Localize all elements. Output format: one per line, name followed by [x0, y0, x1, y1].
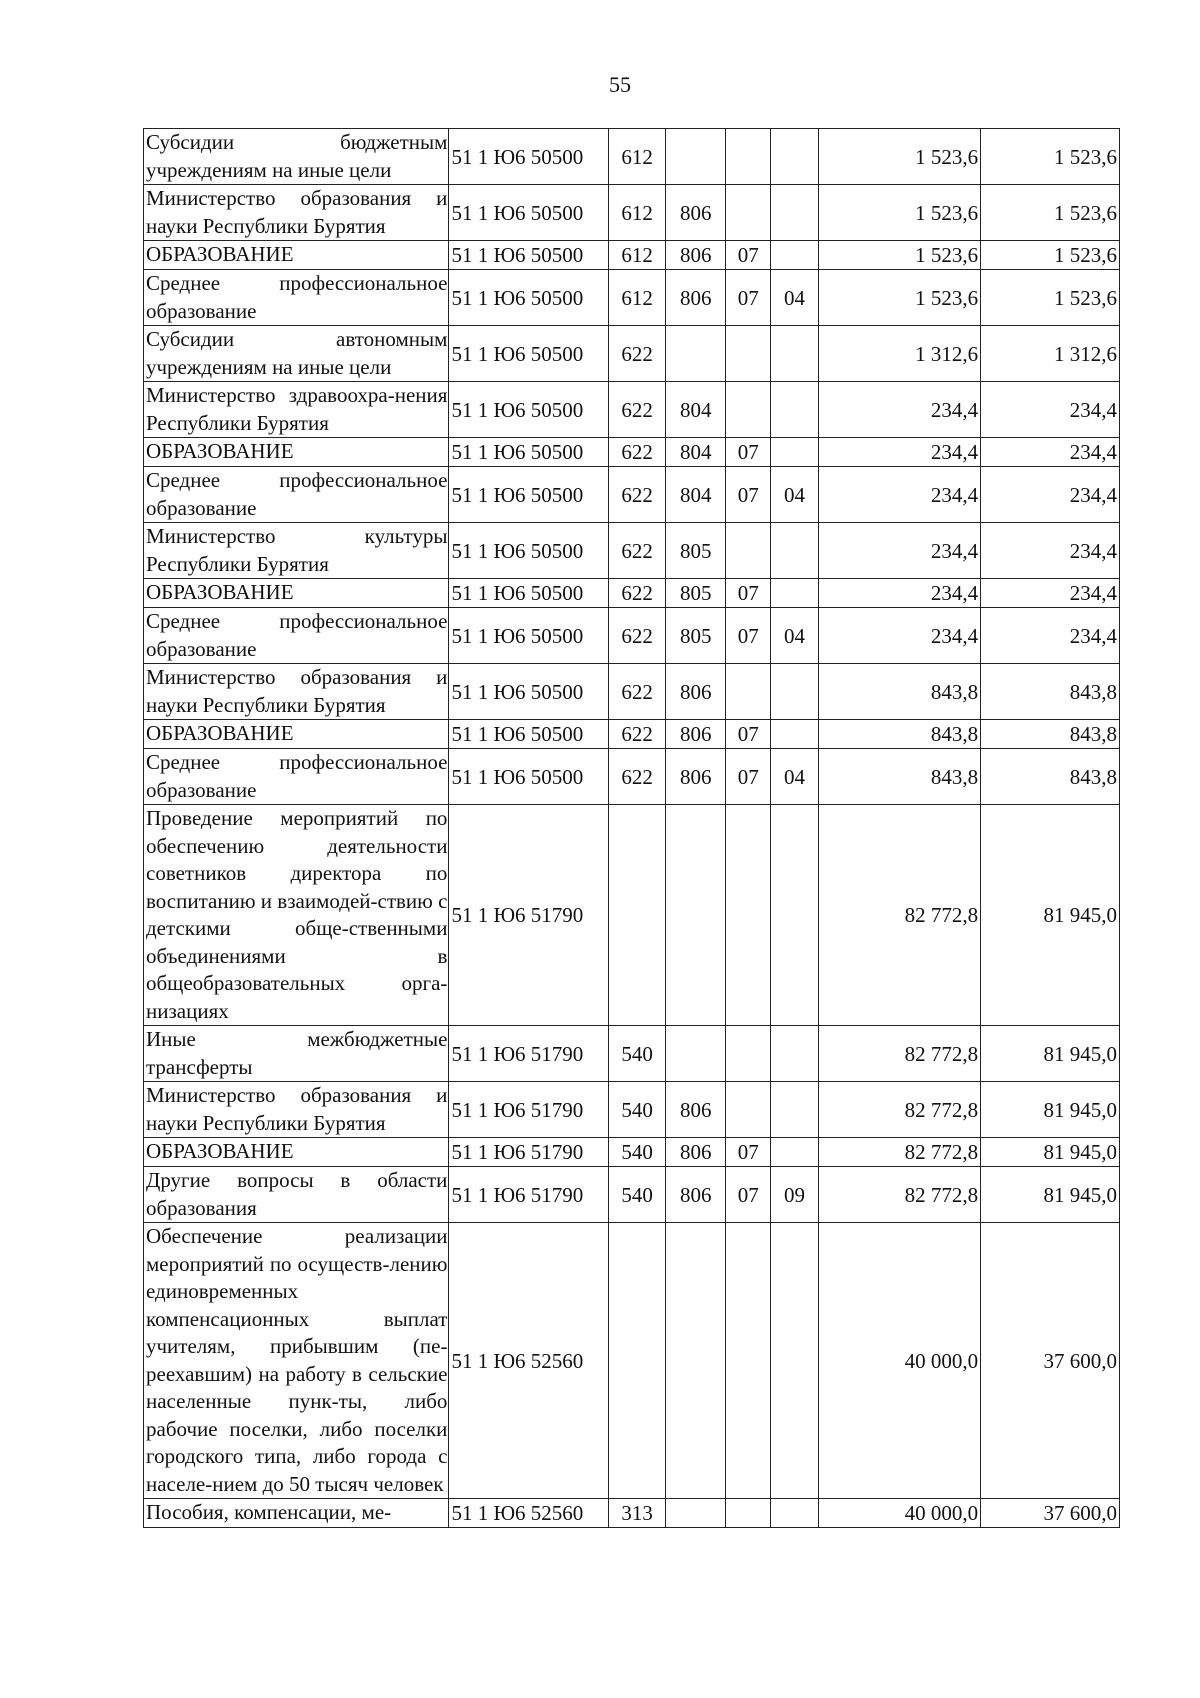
amount-first-year: 1 523,6 [818, 270, 980, 326]
row-name: Другие вопросы в области образования [144, 1167, 449, 1223]
table-row [144, 805, 1120, 1026]
amount-second-year: 1 523,6 [981, 270, 1120, 326]
target-article-code: 51 1 Ю6 50500 [449, 720, 608, 749]
row-name: Среднее профессиональное образование [144, 467, 449, 523]
target-article-code: 51 1 Ю6 50500 [449, 382, 608, 438]
amount-first-year: 843,8 [818, 749, 980, 805]
target-article-code: 51 1 Ю6 52560 [449, 1223, 608, 1499]
row-name: Министерство здравоохра-нения Республики Бурятия [144, 382, 449, 438]
subsection-code [771, 1223, 818, 1499]
section-code: 07 [726, 1167, 771, 1223]
section-code [726, 1082, 771, 1138]
amount-first-year: 82 772,8 [818, 805, 980, 1026]
ministry-code [666, 1223, 726, 1499]
expense-type-code: 540 [608, 1082, 666, 1138]
section-code [726, 1026, 771, 1082]
table-row [144, 579, 1120, 608]
expense-type-code: 612 [608, 270, 666, 326]
row-name: Среднее профессиональное образование [144, 749, 449, 805]
target-article-code: 51 1 Ю6 50500 [449, 579, 608, 608]
row-name: Министерство образования и науки Республики Бурятия [144, 185, 449, 241]
subsection-code [771, 382, 818, 438]
row-name: Среднее профессиональное образование [144, 608, 449, 664]
subsection-code [771, 241, 818, 270]
expense-type-code: 313 [608, 1499, 666, 1528]
ministry-code: 806 [666, 720, 726, 749]
ministry-code [666, 1499, 726, 1528]
budget-table [143, 128, 1120, 1528]
section-code [726, 326, 771, 382]
ministry-code: 804 [666, 438, 726, 467]
expense-type-code: 612 [608, 129, 666, 185]
expense-type-code: 540 [608, 1026, 666, 1082]
amount-second-year: 234,4 [981, 382, 1120, 438]
subsection-code [771, 579, 818, 608]
ministry-code: 806 [666, 1082, 726, 1138]
table-row [144, 382, 1120, 438]
expense-type-code: 622 [608, 664, 666, 720]
subsection-code: 04 [771, 749, 818, 805]
amount-first-year: 82 772,8 [818, 1138, 980, 1167]
ministry-code [666, 1026, 726, 1082]
amount-first-year: 234,4 [818, 523, 980, 579]
expense-type-code: 540 [608, 1138, 666, 1167]
table-row [144, 608, 1120, 664]
section-code: 07 [726, 241, 771, 270]
ministry-code: 806 [666, 1167, 726, 1223]
target-article-code: 51 1 Ю6 50500 [449, 326, 608, 382]
expense-type-code: 622 [608, 608, 666, 664]
target-article-code: 51 1 Ю6 50500 [449, 608, 608, 664]
expense-type-code: 622 [608, 749, 666, 805]
amount-second-year: 81 945,0 [981, 805, 1120, 1026]
expense-type-code: 622 [608, 438, 666, 467]
row-name: Субсидии автономным учреждениям на иные цели [144, 326, 449, 382]
ministry-code: 806 [666, 241, 726, 270]
target-article-code: 51 1 Ю6 50500 [449, 129, 608, 185]
ministry-code [666, 326, 726, 382]
amount-first-year: 234,4 [818, 438, 980, 467]
subsection-code: 04 [771, 608, 818, 664]
subsection-code [771, 720, 818, 749]
section-code [726, 664, 771, 720]
subsection-code: 04 [771, 270, 818, 326]
amount-second-year: 843,8 [981, 749, 1120, 805]
amount-second-year: 37 600,0 [981, 1223, 1120, 1499]
target-article-code: 51 1 Ю6 50500 [449, 185, 608, 241]
subsection-code [771, 1499, 818, 1528]
target-article-code: 51 1 Ю6 51790 [449, 1167, 608, 1223]
table-row [144, 749, 1120, 805]
row-name: Министерство образования и науки Республики Бурятия [144, 664, 449, 720]
table-row [144, 129, 1120, 185]
amount-first-year: 40 000,0 [818, 1223, 980, 1499]
subsection-code [771, 185, 818, 241]
ministry-code: 805 [666, 523, 726, 579]
ministry-code: 806 [666, 185, 726, 241]
ministry-code: 805 [666, 608, 726, 664]
target-article-code: 51 1 Ю6 50500 [449, 467, 608, 523]
amount-second-year: 81 945,0 [981, 1026, 1120, 1082]
amount-first-year: 1 312,6 [818, 326, 980, 382]
ministry-code: 804 [666, 382, 726, 438]
expense-type-code [608, 805, 666, 1026]
section-code [726, 1223, 771, 1499]
section-code: 07 [726, 608, 771, 664]
amount-second-year: 37 600,0 [981, 1499, 1120, 1528]
subsection-code: 04 [771, 467, 818, 523]
table-row [144, 185, 1120, 241]
amount-first-year: 82 772,8 [818, 1082, 980, 1138]
table-row [144, 1167, 1120, 1223]
section-code [726, 382, 771, 438]
row-name: Проведение мероприятий по обеспечению деятельности советников директора по воспитанию и взаимодей-ствию с детскими обще-ственными объединениями в общеобразовательных орга-низациях [144, 805, 449, 1026]
expense-type-code: 622 [608, 720, 666, 749]
table-row [144, 1082, 1120, 1138]
ministry-code [666, 805, 726, 1026]
expense-type-code: 540 [608, 1167, 666, 1223]
table-row [144, 1026, 1120, 1082]
amount-first-year: 234,4 [818, 579, 980, 608]
table-row [144, 467, 1120, 523]
table-row [144, 438, 1120, 467]
ministry-code [666, 129, 726, 185]
section-code [726, 805, 771, 1026]
subsection-code [771, 1082, 818, 1138]
section-code: 07 [726, 1138, 771, 1167]
row-name: Министерство образования и науки Республики Бурятия [144, 1082, 449, 1138]
target-article-code: 51 1 Ю6 50500 [449, 664, 608, 720]
amount-first-year: 82 772,8 [818, 1167, 980, 1223]
amount-second-year: 234,4 [981, 467, 1120, 523]
section-code: 07 [726, 720, 771, 749]
subsection-code: 09 [771, 1167, 818, 1223]
subsection-code [771, 326, 818, 382]
section-code: 07 [726, 438, 771, 467]
target-article-code: 51 1 Ю6 50500 [449, 749, 608, 805]
row-name: Иные межбюджетные трансферты [144, 1026, 449, 1082]
amount-first-year: 1 523,6 [818, 241, 980, 270]
table-row [144, 270, 1120, 326]
amount-second-year: 81 945,0 [981, 1167, 1120, 1223]
expense-type-code: 622 [608, 382, 666, 438]
amount-second-year: 843,8 [981, 664, 1120, 720]
expense-type-code: 622 [608, 523, 666, 579]
expense-type-code: 622 [608, 579, 666, 608]
section-code [726, 1499, 771, 1528]
amount-first-year: 234,4 [818, 382, 980, 438]
row-name: Министерство культуры Республики Бурятия [144, 523, 449, 579]
section-code: 07 [726, 749, 771, 805]
table-row [144, 1223, 1120, 1499]
expense-type-code: 622 [608, 326, 666, 382]
section-code [726, 185, 771, 241]
ministry-code: 804 [666, 467, 726, 523]
target-article-code: 51 1 Ю6 50500 [449, 438, 608, 467]
table-row [144, 523, 1120, 579]
expense-type-code: 612 [608, 185, 666, 241]
amount-second-year: 1 523,6 [981, 185, 1120, 241]
amount-first-year: 40 000,0 [818, 1499, 980, 1528]
target-article-code: 51 1 Ю6 51790 [449, 1138, 608, 1167]
target-article-code: 51 1 Ю6 50500 [449, 270, 608, 326]
target-article-code: 51 1 Ю6 52560 [449, 1499, 608, 1528]
table-row [144, 241, 1120, 270]
subsection-code [771, 664, 818, 720]
subsection-code [771, 1138, 818, 1167]
amount-first-year: 234,4 [818, 608, 980, 664]
amount-second-year: 234,4 [981, 438, 1120, 467]
target-article-code: 51 1 Ю6 50500 [449, 523, 608, 579]
amount-second-year: 234,4 [981, 523, 1120, 579]
amount-second-year: 1 312,6 [981, 326, 1120, 382]
amount-second-year: 234,4 [981, 608, 1120, 664]
amount-first-year: 1 523,6 [818, 185, 980, 241]
table-row [144, 1499, 1120, 1528]
page-number: 55 [609, 72, 631, 97]
subsection-code [771, 129, 818, 185]
amount-first-year: 1 523,6 [818, 129, 980, 185]
row-name: Пособия, компенсации, ме- [144, 1499, 449, 1528]
target-article-code: 51 1 Ю6 51790 [449, 1026, 608, 1082]
amount-first-year: 234,4 [818, 467, 980, 523]
expense-type-code [608, 1223, 666, 1499]
amount-second-year: 1 523,6 [981, 129, 1120, 185]
row-name: ОБРАЗОВАНИЕ [144, 1138, 449, 1167]
target-article-code: 51 1 Ю6 51790 [449, 805, 608, 1026]
section-code: 07 [726, 579, 771, 608]
expense-type-code: 612 [608, 241, 666, 270]
row-name: ОБРАЗОВАНИЕ [144, 720, 449, 749]
section-code [726, 523, 771, 579]
table-row [144, 720, 1120, 749]
amount-second-year: 1 523,6 [981, 241, 1120, 270]
row-name: ОБРАЗОВАНИЕ [144, 241, 449, 270]
budget-table-body [144, 129, 1120, 1528]
table-row [144, 664, 1120, 720]
ministry-code: 806 [666, 749, 726, 805]
subsection-code [771, 523, 818, 579]
section-code: 07 [726, 467, 771, 523]
row-name: Субсидии бюджетным учреждениям на иные цели [144, 129, 449, 185]
ministry-code: 805 [666, 579, 726, 608]
table-row [144, 1138, 1120, 1167]
table-row [144, 326, 1120, 382]
expense-type-code: 622 [608, 467, 666, 523]
amount-second-year: 234,4 [981, 579, 1120, 608]
amount-first-year: 843,8 [818, 720, 980, 749]
subsection-code [771, 1026, 818, 1082]
target-article-code: 51 1 Ю6 51790 [449, 1082, 608, 1138]
row-name: ОБРАЗОВАНИЕ [144, 579, 449, 608]
ministry-code: 806 [666, 664, 726, 720]
subsection-code [771, 805, 818, 1026]
amount-second-year: 81 945,0 [981, 1138, 1120, 1167]
row-name: ОБРАЗОВАНИЕ [144, 438, 449, 467]
ministry-code: 806 [666, 1138, 726, 1167]
section-code [726, 129, 771, 185]
amount-second-year: 843,8 [981, 720, 1120, 749]
row-name: Среднее профессиональное образование [144, 270, 449, 326]
amount-second-year: 81 945,0 [981, 1082, 1120, 1138]
target-article-code: 51 1 Ю6 50500 [449, 241, 608, 270]
amount-first-year: 843,8 [818, 664, 980, 720]
row-name: Обеспечение реализации мероприятий по осуществ-лению единовременных компенсационных выплат учителям, прибывшим (пе-реехавшим) на работу в сельские населенные пунк-ты, либо рабочие поселки, либо поселки городского типа, либо города с населе-нием до 50 тысяч человек [144, 1223, 449, 1499]
amount-first-year: 82 772,8 [818, 1026, 980, 1082]
ministry-code: 806 [666, 270, 726, 326]
subsection-code [771, 438, 818, 467]
section-code: 07 [726, 270, 771, 326]
